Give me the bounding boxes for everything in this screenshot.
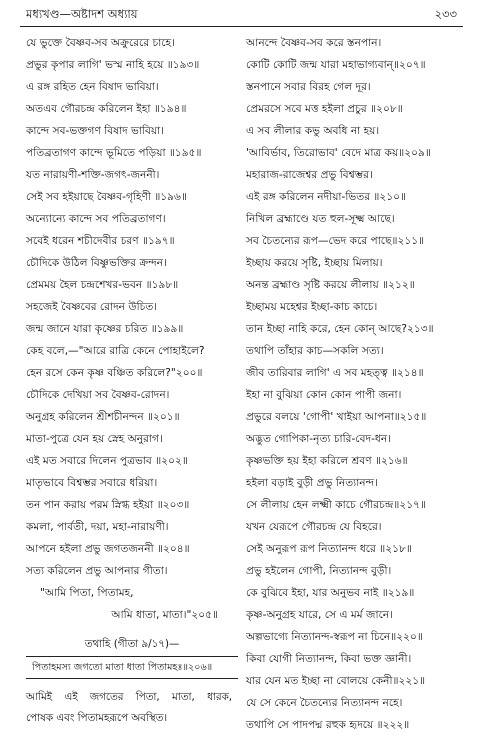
verse-line: সবেই ধরেন শচীদেবীর চরণ ॥১৯৭॥ — [26, 235, 175, 247]
verse-line: কেহ বলে,—"আরে রাত্রি কেনে পোহাইলে? — [26, 345, 205, 357]
page-header — [20, 4, 463, 27]
left-column — [26, 32, 238, 729]
verse-line: জীব তারিবার লাগি' এ সব মহত্ত্ব ॥২১৪॥ — [246, 367, 424, 379]
verse-line: মাতৃভাবে বিশ্বম্ভর সবারে ধরিয়া। — [26, 477, 158, 489]
verse-line: যে ভুক্তে বৈষ্ণব-সব অক্রুরেরে চাহে। — [26, 37, 175, 49]
verse-line: প্রভুর কৃপার লাগি' ভস্ম নাহি হয়ে ॥১৯৩॥ — [26, 59, 200, 71]
verse-line: কৃষ্ণভক্তি হয় ইহা করিলে শ্রবণ ॥২১৬॥ — [246, 455, 408, 467]
verse-line: তন পান করায় পরম স্নিগ্ধ হইয়া ॥২০৩॥ — [26, 499, 190, 511]
verse-line: ইহা না বুঝিয়া কোন কোন পাপী জনা। — [246, 389, 402, 401]
verse-line: এ রঙ্গ রহিত হেন বিষাদ ভাবিয়া। — [26, 81, 159, 93]
verse-line: প্রভুরে বলয়ে 'গোপী' খাইয়া আপনা॥২১৫॥ — [246, 411, 427, 423]
running-title: মধ্যখণ্ড—অষ্টাদশ অধ্যায় — [26, 7, 138, 21]
verse-line: হেন রসে কেন কৃষ্ণ বঞ্চিত করিলে?"২০০॥ — [26, 367, 203, 379]
verse-line: কিবা যোগী নিত্যানন্দ, কিবা ভক্ত জ্ঞানী। — [246, 653, 412, 665]
verse-line: অতএব গৌরচন্দ্র করিলেন ইহা ॥১৯৪॥ — [26, 103, 187, 115]
verse-line: প্রেমময় হৈল চন্দ্রশেখর-ভবন ॥১৯৮॥ — [26, 279, 179, 291]
translation-line: আমিই এই জগতের পিতা, মাতা, ধারক, — [26, 691, 232, 703]
verse-line: চৌদিকে উঠিল বিষ্ণুভক্তির ক্রন্দন। — [26, 257, 167, 269]
verse-line: যে সে কেনে চৈতন্যের নিত্যানন্দ নহে। — [246, 697, 403, 709]
verse-line: তথাপি তাঁহার কাচ—সকলি সত্য। — [246, 345, 384, 357]
verse-line: এই রঙ্গ করিলেন নদীয়া-ভিতর ॥২১০॥ — [246, 191, 407, 203]
verse-line: ইচ্ছাময় মহেশ্বর ইচ্ছা-কাচ কাচে। — [246, 301, 378, 313]
verse-line: মাতা-পুত্রে যেন হয় স্নেহ অনুরাগ। — [26, 433, 163, 445]
page-number: ২৩৩ — [434, 7, 457, 21]
reference-heading: তথাহি (গীতা ৯/১৭)— — [84, 638, 180, 650]
verse-line: অনন্ত ব্রহ্মাণ্ড সৃষ্টি করয়ে লীলায় ॥২১২॥ — [246, 279, 415, 291]
verse-line: প্রেমরসে সবে মত্ত হইলা প্রচুর ॥২০৮॥ — [246, 103, 403, 115]
verse-line: সত্য করিলেন প্রভু আপনার গীতা। — [26, 565, 168, 577]
right-column — [246, 32, 461, 736]
verse-line: যত নারায়ণী-শক্তি-জগৎ-জননী। — [26, 169, 160, 181]
verse-line: এ সব লীলার কভু অবধি না হয়। — [246, 125, 380, 137]
verse-line: তথাপি সে পাদপদ্ম রহুক হৃদয়ে ॥২২২॥ — [246, 719, 410, 731]
verse-line: আপনে হইলা প্রভু জগতজননী ॥২০৪॥ — [26, 543, 190, 555]
verse-line: প্রভু হইলেন গোপী, নিত্যানন্দ বুড়ী। — [246, 565, 392, 577]
verse-line: মহারাজ-রাজেশ্বর প্রভু বিশ্বম্ভর। — [246, 169, 373, 181]
verse-translation — [26, 687, 238, 729]
verse-line: পতিব্রতাগণ কান্দে ভূমিতে পড়িয়া ॥১৯৫॥ — [26, 147, 202, 159]
verse-line: সহজেই বৈষ্ণবের রোদন উচিত। — [26, 301, 158, 313]
verse-line: আনন্দে বৈষ্ণব-সব করে স্তনপান। — [246, 37, 382, 49]
translation-line: পোষক এবং পিতামহরূপে অবস্থিত। — [26, 712, 168, 724]
verse-line: সব চৈতন্যের রূপ—ভেদ করে পাছে॥২১১॥ — [246, 235, 425, 247]
verse-line: সে লীলায় হেন লক্ষ্মী কাচে গৌরচন্দ্র॥২১৭॥ — [246, 499, 427, 511]
verse-line: অল্পভাগ্যে নিত্যানন্দ-স্বরূপ না চিনে॥২২০॥ — [246, 631, 423, 643]
verse-line: 'আবির্ভাব, তিরোভাব' বেদে মাত্র কয়॥২০৯॥ — [246, 147, 431, 159]
sanskrit-verse: পিতাহমস্য জগতো মাতা ধাতা পিতামহঃ॥২০৬॥ — [26, 656, 238, 679]
verse-line: এই মত সবারে দিলেন পুত্রভাব ॥২০২॥ — [26, 455, 188, 467]
verse-line: সেই অনুরূপ রূপ নিত্যানন্দ ধরে ॥২১৮॥ — [246, 543, 412, 555]
verse-line: অনুগ্রহ করিলেন শ্রীশচীনন্দন ॥২০১॥ — [26, 411, 180, 423]
verse-line: ইচ্ছায় করয়ে সৃষ্টি, ইচ্ছায় মিলায়। — [246, 257, 383, 269]
verse-line: তান ইচ্ছা নাহি করে, হেন কোন্ আছে?২১৩॥ — [246, 323, 434, 335]
verse-line: অন্যোন্যে কান্দে সব পতিব্রতাগণ। — [26, 213, 166, 225]
verse-line: চৌদিকে দেখিয়া সব বৈষ্ণব-রোদন। — [26, 389, 170, 401]
verse-line: কান্দে সব-ভক্তগণ বিষাদ ভাবিয়া। — [26, 125, 164, 137]
verse-line: স্তনপানে সবার বিরহ গেল দূর। — [246, 81, 371, 93]
verse-line: "আমি পিতা, পিতামহ, — [40, 587, 134, 599]
verse-line: অদ্ভুত গোপিকা-নৃত্য চারি-বেদ-ধন। — [246, 433, 391, 445]
verse-line-continuation: আমি ধাতা, মাতা।"২০৫॥ — [111, 609, 218, 621]
verse-line: কে বুঝিবে ইহা, যার অনুভব নাই ॥২১৯॥ — [246, 587, 415, 599]
verse-line: কোটি কোটি জন্ম যারা মহাভাগ্যবান্॥২০৭॥ — [246, 59, 426, 71]
verse-line: জন্ম জানে যারা কৃষ্ণের চরিত ॥১৯৯॥ — [26, 323, 184, 335]
verse-line: যখন যেরূপে গৌরচন্দ্র যে বিহরে। — [246, 521, 382, 533]
verse-line: হইলা বড়াই বুড়ী প্রভু নিত্যানন্দ। — [246, 477, 378, 489]
verse-line: নিখিল ব্রহ্মাণ্ডে যত হুল-সূক্ষ্ম আছে। — [246, 213, 395, 225]
verse-line: কমলা, পার্বতী, দয়া, মহা-নারায়ণী। — [26, 521, 169, 533]
verse-line: কৃষ্ণ-অনুগ্রহ যারে, সে এ মর্ম জানে। — [246, 609, 393, 621]
verse-line: যার যেন মত ইচ্ছা না বোলয়ে কেনী॥২২১॥ — [246, 675, 426, 687]
verse-line: সেই সব হইয়াছে বৈষ্ণব-গৃহিণী ॥১৯৬॥ — [26, 191, 187, 203]
